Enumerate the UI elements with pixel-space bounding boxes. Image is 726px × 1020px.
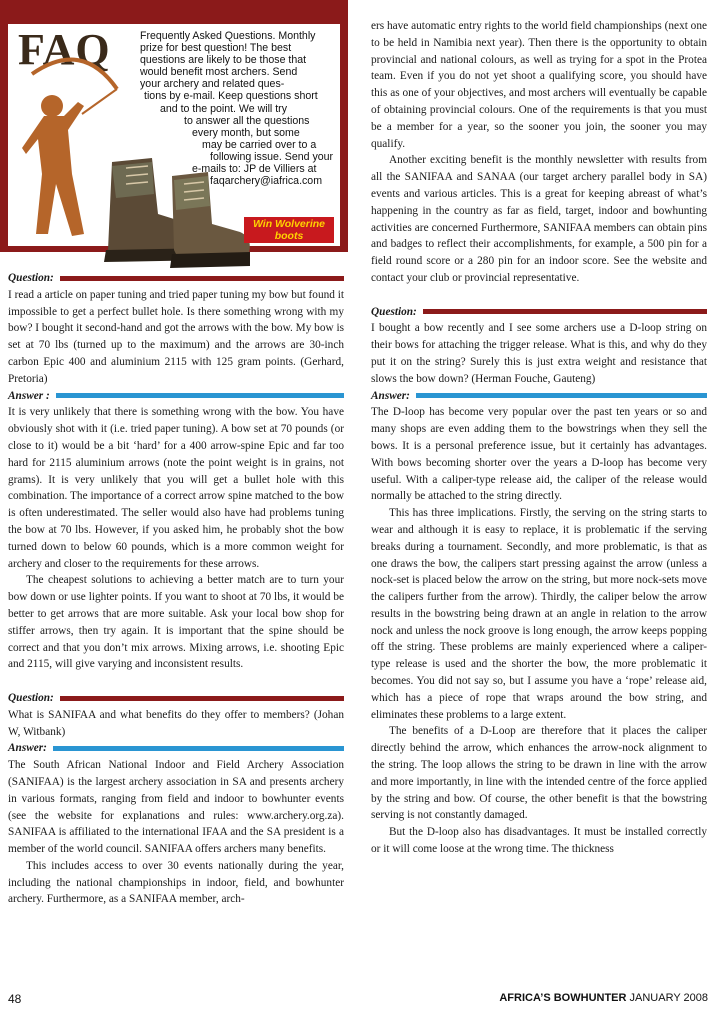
answer-label (8, 388, 344, 405)
prize-badge (244, 217, 334, 243)
answer-label (8, 740, 344, 757)
question-divider (423, 309, 707, 314)
question-label-text: Question: (8, 691, 54, 704)
faq-intro-line: to answer all the questions (184, 114, 310, 127)
section-spacer (8, 673, 344, 690)
right-column (371, 18, 707, 858)
faq-intro-line: following issue. Send your (210, 150, 334, 163)
answer-paragraph: But the D-loop also has disadvantages. It must be installed correctly or it will come loose at the wrong time. The thickness (371, 826, 707, 856)
answer-label-text: Answer : (8, 389, 50, 402)
answer-divider (53, 746, 344, 751)
prize-badge-line: Win Wolverine (252, 218, 326, 230)
answer-divider (56, 393, 344, 398)
answer-label-text: Answer: (8, 742, 47, 755)
section-spacer (371, 287, 707, 304)
faq-intro-line: and to the point. We will try (160, 102, 287, 115)
faq-intro-line: may be carried over to a (202, 138, 317, 151)
left-column (8, 270, 344, 908)
faq-intro-line: e-mails to: JP de Villiers at (192, 163, 317, 176)
faq-banner-panel (8, 24, 340, 246)
page-number: 48 (8, 992, 22, 1006)
faq-intro-line: questions are likely to be those that (140, 54, 307, 67)
question-text: What is SANIFAA and what benefits do they offer to members? (Johan W, Witbank) (8, 708, 344, 738)
faq-email: faqarchery@iafrica.com (210, 175, 323, 188)
answer-paragraph: Another exciting benefit is the monthly newsletter with results from all the SANIFAA and SANAA (our target archery parallel body in SA) events and various articles. This is a great for keeping abreast of what’s happening in the country as far as field, target, indoor and bowhunting activities are concerned Furthermore, SANIFAA members can obtain pins and badges to reflect their accomplishments, for example, a 500 pin for a field round score or a 280 pin for an indoor score. See the website and contact your club or provincial representative. (371, 154, 707, 284)
answer-paragraph: The D-loop has become very popular over the past ten years or so and many shops are even adding them to the bowstrings when they sell the bows. It is a personal preference issue, but it certainly has advantages. With bows becoming shorter over the years a D-loop has become very useful. With a caliper-type release aid, the caliper of the release would normally be attached to the string directly. (371, 406, 707, 503)
faq-banner (0, 0, 348, 252)
faq-intro-line: prize for best question! The best (140, 42, 292, 55)
question-label-text: Question: (8, 272, 54, 284)
answer-paragraph: The South African National Indoor and Field Archery Association (SANIFAA) is the largest archery association in SA and presents archery in various formats, ranging from field and indoor to bowhunter events (see the website for explanations and rules: www.archery.org.za). SANIFAA is affiliated to the international IFAA and the SA president is a member of the world council. SANIFAA offers archers many benefits. (8, 759, 344, 856)
prize-badge-line: boots (274, 229, 304, 242)
magazine-name: AFRICA’S BOWHUNTER (499, 992, 627, 1004)
answer-label (371, 388, 707, 405)
answer-label-text: Answer: (371, 389, 410, 402)
question-label (8, 690, 344, 707)
answer-paragraph: The cheapest solutions to achieving a better match are to turn your bow down or use lighter points. If you want to shoot at 70 lbs, it would be better to get arrows that are more suitable. Ask your local bow shop for stiffer arrows, then try again. It is important that the spine should be correct and that you don’t mix arrows. Mixing arrows, i.e. shooting Epic and 2115, will give varying and inconsistent results. (8, 574, 344, 671)
question-text: I read a article on paper tuning and tried paper tuning my bow but found it impossible to get a perfect bullet hole. Is there something wrong with my bow? I bought it second-hand and got the arrows with the bow. My bow is set at 70 lbs (turned up to the maximum) and the arrows are 30-inch carbon Epic 400 and aluminium 2115 with 125 gram points. (Gerhard, Pretoria) (8, 288, 344, 385)
faq-intro-line: tions by e-mail. Keep questions short (144, 90, 318, 103)
answer-paragraph: The benefits of a D-Loop are therefore that it places the caliper directly behind the arrow, which enhances the arrow-nock alignment to the string. The loop allows the string to be drawn in line with the arrow and more importantly, in line with the intended centre of the force applied by the string and bow. Of course, the other benefit is that the bowstring serving is not constantly damaged. (371, 725, 707, 822)
answer-paragraph: It is very unlikely that there is something wrong with the bow. You have obviously shot with it (i.e. tried paper tuning). A bow set at 70 pounds (or close to it) would be a bit ‘hard’ for a 400 arrow-spine Epic and far too hard for 2115 aluminium arrows (note the point weight is in grains, not grams). It is very unlikely that you will get a bullet hole with this combination. The importance of a correct arrow spine matched to the bow is often underestimated. The seller would also have had problems tuning the bow at 70 lbs. However, if you asked him, he probably shot the bow turned down to below 60 pounds, which is a more common weight for archery and closer to the requirements for these arrows. (8, 406, 344, 570)
faq-title: FAQ (18, 25, 111, 74)
faq-intro-line: Frequently Asked Questions. Monthly (140, 30, 316, 42)
question-text: I bought a bow recently and I see some archers use a D-loop string on their bows for attaching the trigger release. What is this, and why do they put it on the string? Surely this is just extra weight and resistance that slows the bow down? (Herman Fouche, Gauteng) (371, 322, 707, 385)
issue-date: JANUARY 2008 (629, 992, 708, 1004)
question-label (8, 270, 344, 287)
faq-intro-line: every month, but some (192, 126, 300, 139)
question-divider (60, 696, 344, 701)
faq-intro-line: would benefit most archers. Send (140, 66, 298, 79)
question-label (371, 304, 707, 321)
answer-paragraph: ers have automatic entry rights to the world field championships (next one to be held in Namibia next year). Then there is the opportunity to obtain provincial and national colours, as well as trying for a spot in the Protea team. Even if you do not yet shoot a qualifying score, you should have this as one of your objectives, and most archers will eventually be capable of obtaining provincial colours. One of the requirements is that you must be a member for a year, so the sooner you join, the sooner you may qualify. (371, 20, 707, 150)
question-label-text: Question: (371, 305, 417, 318)
page-footer-masthead (499, 992, 708, 1004)
faq-intro-line: your archery and related ques- (140, 78, 285, 91)
answer-divider (416, 393, 707, 398)
question-divider (60, 276, 344, 281)
answer-paragraph: This has three implications. Firstly, the serving on the string starts to wear and although it is easy to replace, it is problematic if the serving breaks during a tournament. Secondly, and more problematic, is that as one draws the bow, the calipers start pressing against the arrow (unless a nock-set is placed below the arrow on the string, but more nock-sets move the calipers further from the arrow). Thirdly, the caliper below the arrow results in the bowstring being drawn at an angle in relation to the arrow nock and unless the nock groove is long enough, the arrow keeps popping off the string. These problems are mainly experienced where a caliper-type release is used and the shorter the bow, the more problematic it becomes. You did not say so, but I assume you have a ‘rope’ release aid, which has a piece of rope that wraps around the bow string, and eliminates these problems to a large extent. (371, 507, 707, 721)
faq-intro-text (130, 30, 338, 187)
answer-paragraph: This includes access to over 30 events nationally during the year, including the national championships in indoor, field, and bowhunter archery. Furthermore, as a SANIFAA member, arch- (8, 859, 344, 906)
